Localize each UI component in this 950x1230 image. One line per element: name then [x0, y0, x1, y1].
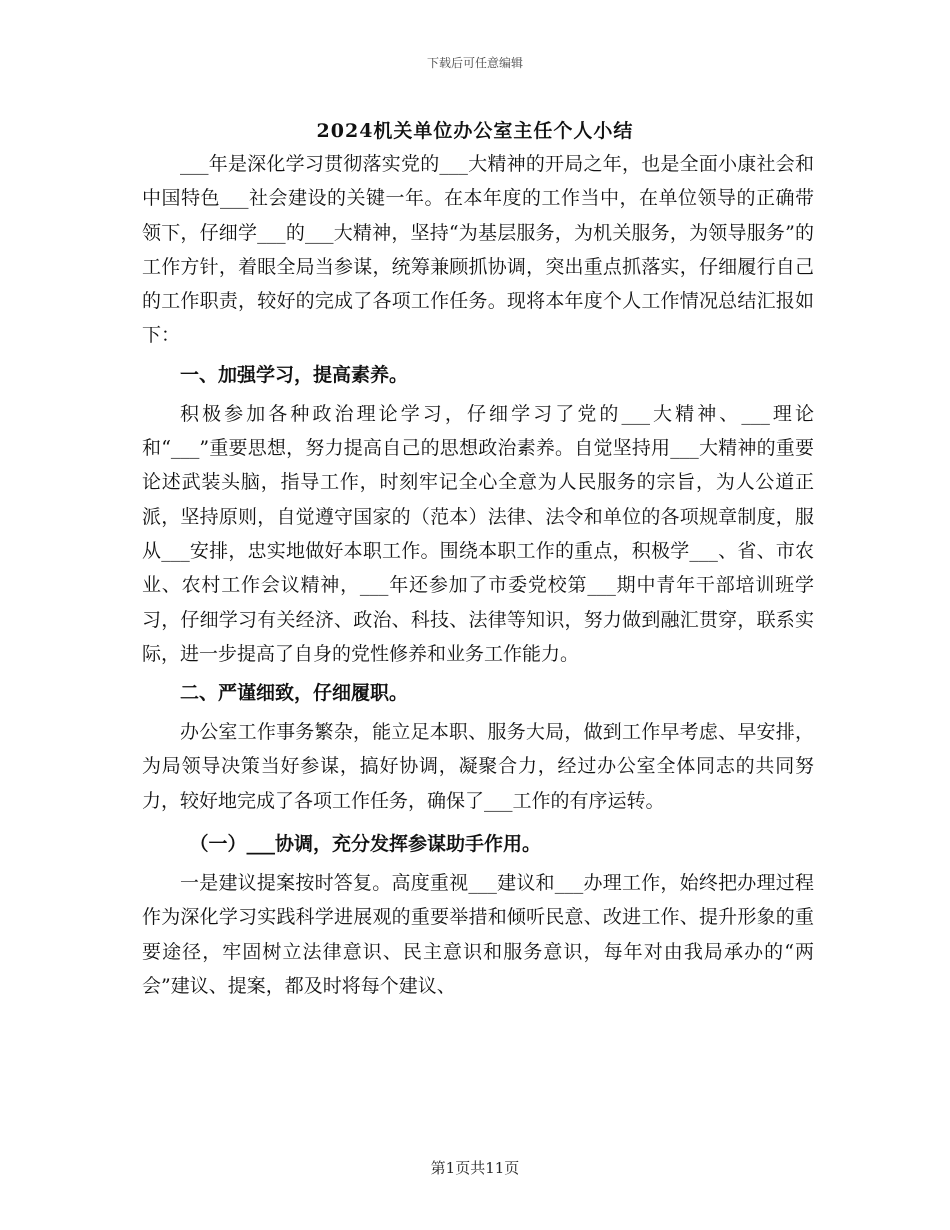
section-heading-2: 二、严谨细致，仔细履职。: [180, 682, 409, 705]
subsection-heading-1: （一）___协调，充分发挥参谋助手作用。: [189, 833, 542, 856]
document-body: [142, 147, 814, 1003]
subsection-1-paragraph: 一是建议提案按时答复。高度重视___建议和___办理工作，始终把办理过程作为深化学习实践科学进展观的重要举措和倾听民意、改进工作、提升形象的重要途径，牢固树立法律意识、民主意识和服务意识，每年对由我局承办的“两会”建议、提案，都及时将每个建议、: [142, 872, 814, 997]
page-footer: 第1页共11页: [430, 1159, 520, 1177]
section-1-paragraph: 积极参加各种政治理论学习，仔细学习了党的___大精神、___理论和“___”重要思想，努力提高自己的思想政治素养。自觉坚持用___大精神的重要论述武装头脑，指导工作，时刻牢记全心全意为人民服务的宗旨，为人公道正派，坚持原则，自觉遵守国家的（范本）法律、法令和单位的各项规章制度，服从___安排，忠实地做好本职工作。围绕本职工作的重点，积极学___、省、市农业、农村工作会议精神，___年还参加了市委党校第___期中青年干部培训班学习，仔细学习有关经济、政治、科技、法律等知识，努力做到融汇贯穿，联系实际，进一步提高了自身的党性修养和业务工作能力。: [142, 402, 814, 665]
header-note: 下载后可任意编辑: [426, 56, 523, 70]
section-heading-1: 一、加强学习，提高素养。: [180, 363, 409, 386]
intro-paragraph: ___年是深化学习贯彻落实党的___大精神的开局之年，也是全面小康社会和中国特色___社会建设的关键一年。在本年度的工作当中，在单位领导的正确带领下，仔细学___的___大精神，坚持“为基层服务，为机关服务，为领导服务”的工作方针，着眼全局当参谋，统筹兼顾抓协调，突出重点抓落实，仔细履行自己的工作职责，较好的完成了各项工作任务。现将本年度个人工作情况总结汇报如下：: [142, 153, 814, 347]
document-title: 2024机关单位办公室主任个人小结: [316, 120, 634, 142]
section-2-paragraph: 办公室工作事务繁杂，能立足本职、服务大局，做到工作早考虑、早安排，为局领导决策当好参谋，搞好协调，凝聚合力，经过办公室全体同志的共同努力，较好地完成了各项工作任务，确保了___工作的有序运转。: [142, 721, 814, 812]
